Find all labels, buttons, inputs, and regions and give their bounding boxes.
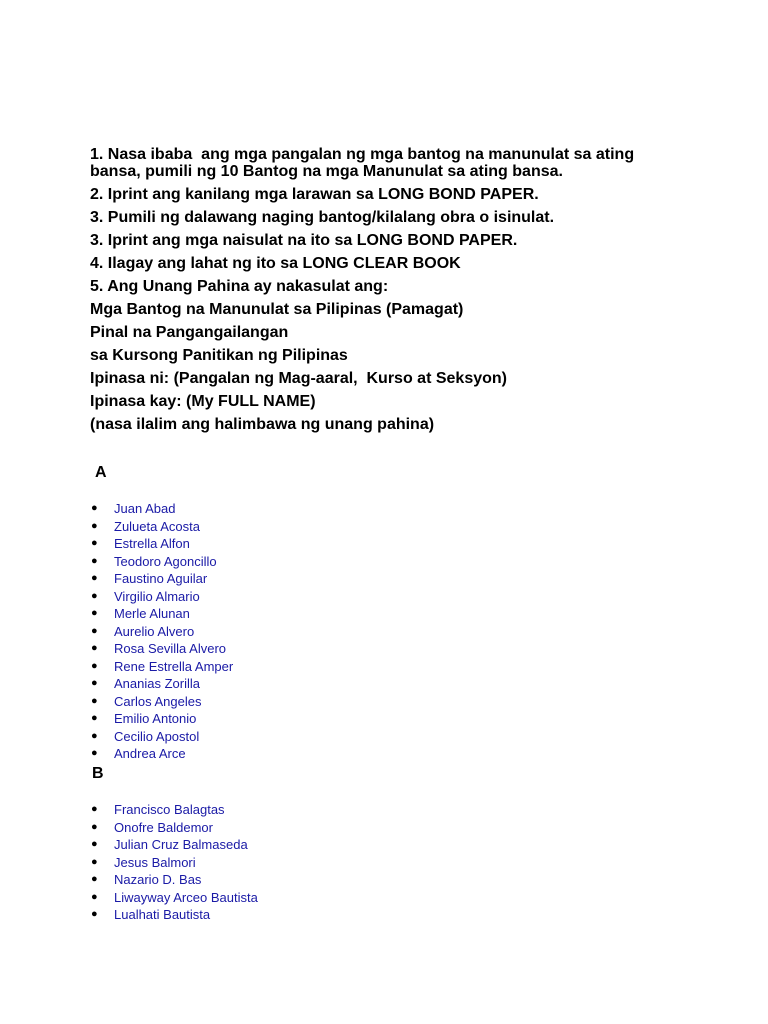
writer-link[interactable]: Cecilio Apostol bbox=[114, 728, 200, 744]
list-item bbox=[90, 658, 233, 676]
bullet-icon: ● bbox=[91, 624, 98, 637]
instruction-line: Ipinasa kay: (My FULL NAME) bbox=[90, 393, 316, 410]
list-item bbox=[90, 728, 233, 746]
bullet-icon: ● bbox=[91, 838, 98, 850]
writer-link[interactable]: Carlos Angeles bbox=[114, 693, 202, 709]
list-item bbox=[90, 675, 233, 693]
list-item bbox=[90, 605, 233, 623]
writer-link[interactable]: Merle Alunan bbox=[114, 606, 190, 621]
bullet-icon: ● bbox=[91, 712, 98, 724]
list-item bbox=[90, 906, 258, 924]
bullet-icon: ● bbox=[91, 589, 98, 602]
writer-link[interactable]: Faustino Aguilar bbox=[114, 571, 208, 586]
list-item bbox=[90, 854, 258, 872]
writer-link[interactable]: Francisco Balagtas bbox=[114, 802, 225, 817]
instruction-line: 4. Ilagay ang lahat ng ito sa LONG CLEAR BOOK bbox=[90, 255, 461, 272]
writer-link[interactable]: Rosa Sevilla Alvero bbox=[114, 641, 226, 656]
instruction-line: 5. Ang Unang Pahina ay nakasulat ang: bbox=[90, 278, 389, 295]
bullet-icon: ● bbox=[91, 677, 98, 689]
instruction-line: Ipinasa ni: (Pangalan ng Mag-aaral, Kurso at Seksyon) bbox=[90, 370, 507, 387]
bullet-icon: ● bbox=[91, 908, 98, 920]
bullet-icon: ● bbox=[91, 855, 98, 868]
section-heading-b: B bbox=[92, 765, 104, 782]
writer-link[interactable]: Andrea Arce bbox=[114, 746, 186, 761]
writer-link[interactable]: Teodoro Agoncillo bbox=[114, 553, 217, 569]
bullet-icon: ● bbox=[91, 659, 98, 672]
writer-link[interactable]: Ananias Zorilla bbox=[114, 676, 200, 691]
instruction-line: (nasa ilalim ang halimbawa ng unang pahina) bbox=[90, 416, 435, 433]
writer-link[interactable]: Rene Estrella Amper bbox=[114, 658, 234, 674]
bullet-icon: ● bbox=[91, 890, 98, 903]
bullet-icon: ● bbox=[91, 642, 98, 654]
bullet-icon: ● bbox=[91, 502, 98, 514]
writer-list-b bbox=[90, 801, 258, 924]
list-item bbox=[90, 553, 233, 571]
list-item bbox=[90, 623, 233, 641]
bullet-icon: ● bbox=[91, 729, 98, 742]
instruction-line: 1. Nasa ibaba ang mga pangalan ng mga bantog na manunulat sa ating bansa, pumili ng 10 Bantog na mga Manunulat sa ating bansa. bbox=[90, 146, 639, 180]
bullet-icon: ● bbox=[91, 519, 98, 532]
list-item bbox=[90, 871, 258, 889]
writer-link[interactable]: Lualhati Bautista bbox=[114, 907, 211, 922]
instruction-line: 3. Pumili ng dalawang naging bantog/kilalang obra o isinulat. bbox=[90, 209, 555, 226]
writer-link[interactable]: Liwayway Arceo Bautista bbox=[114, 889, 258, 905]
list-item bbox=[90, 500, 233, 518]
list-item bbox=[90, 535, 233, 553]
writer-link[interactable]: Estrella Alfon bbox=[114, 536, 190, 551]
list-item bbox=[90, 518, 233, 536]
list-item bbox=[90, 640, 233, 658]
list-item bbox=[90, 693, 233, 711]
list-item bbox=[90, 836, 258, 854]
bullet-icon: ● bbox=[91, 607, 98, 619]
writer-link[interactable]: Aurelio Alvero bbox=[114, 623, 195, 639]
bullet-icon: ● bbox=[91, 873, 98, 885]
writer-link[interactable]: Julian Cruz Balmaseda bbox=[114, 837, 248, 852]
writer-list-a bbox=[90, 500, 233, 763]
list-item bbox=[90, 819, 258, 837]
bullet-icon: ● bbox=[91, 803, 98, 815]
list-item bbox=[90, 745, 233, 763]
instruction-line: Mga Bantog na Manunulat sa Pilipinas (Pamagat) bbox=[90, 301, 464, 318]
list-item bbox=[90, 570, 233, 588]
bullet-icon: ● bbox=[91, 747, 98, 759]
bullet-icon: ● bbox=[91, 572, 98, 584]
list-item bbox=[90, 801, 258, 819]
writer-link[interactable]: Emilio Antonio bbox=[114, 711, 197, 726]
instruction-line: Pinal na Pangangailangan bbox=[90, 324, 289, 341]
list-item bbox=[90, 588, 233, 606]
bullet-icon: ● bbox=[91, 537, 98, 549]
bullet-icon: ● bbox=[91, 820, 98, 833]
writer-link[interactable]: Nazario D. Bas bbox=[114, 872, 202, 887]
writer-link[interactable]: Zulueta Acosta bbox=[114, 518, 200, 534]
instruction-line: 3. Iprint ang mga naisulat na ito sa LONG BOND PAPER. bbox=[90, 232, 518, 249]
writer-link[interactable]: Onofre Baldemor bbox=[114, 819, 213, 835]
section-heading-a: A bbox=[95, 464, 107, 481]
bullet-icon: ● bbox=[91, 554, 98, 567]
list-item bbox=[90, 710, 233, 728]
instruction-line: 2. Iprint ang kanilang mga larawan sa LONG BOND PAPER. bbox=[90, 186, 539, 203]
instructions-block bbox=[90, 146, 650, 439]
writer-link[interactable]: Virgilio Almario bbox=[114, 588, 200, 604]
writer-link[interactable]: Juan Abad bbox=[114, 501, 176, 516]
bullet-icon: ● bbox=[91, 694, 98, 707]
list-item bbox=[90, 889, 258, 907]
instruction-line: sa Kursong Panitikan ng Pilipinas bbox=[90, 347, 348, 364]
writer-link[interactable]: Jesus Balmori bbox=[114, 854, 196, 870]
